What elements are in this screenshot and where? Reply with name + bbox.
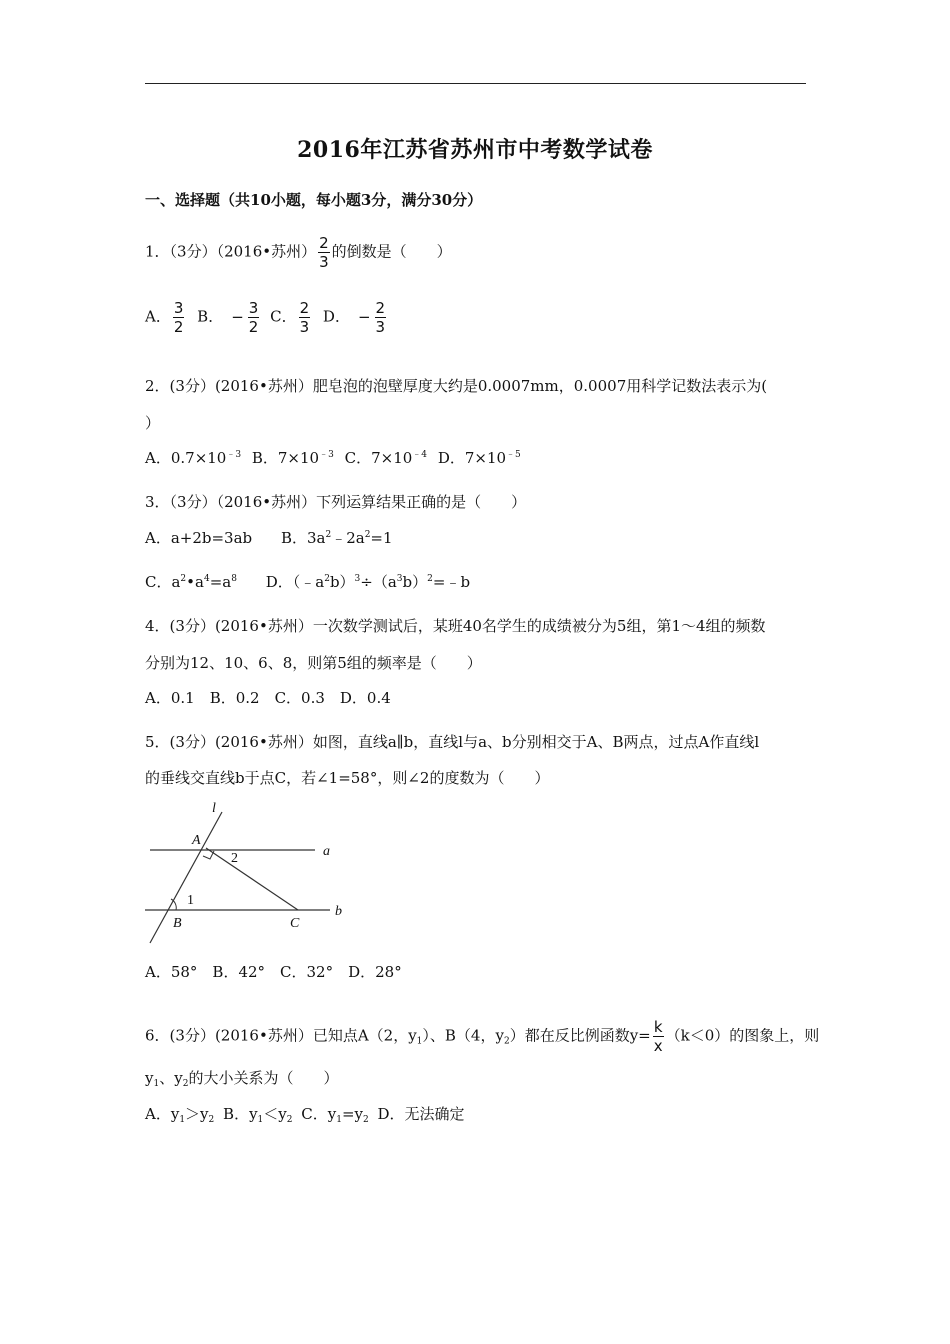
q3-d-exp4: 2 [427, 574, 433, 584]
q6-part1: 6．(3分）(2016•苏州）已知点A（2，y [145, 1026, 417, 1045]
q3-d-part2: b） [329, 573, 355, 591]
q3-option-c: C．a [145, 573, 181, 591]
q6-fraction [653, 1018, 664, 1055]
q3-d-part4: b） [402, 573, 428, 591]
question-3-options-cd [145, 572, 470, 592]
q6-part2: ）、B（4，y [422, 1026, 504, 1045]
question-5-options: A．58° B．42° C．32° D．28° [145, 963, 402, 981]
q2-option-d: D．7×10 [437, 449, 507, 467]
q3-b-part3: =1 [370, 529, 393, 547]
q6-l2-sub1: 1 [153, 1079, 160, 1089]
q1-d-den: 3 [375, 318, 386, 336]
q1-option-c-fraction [299, 299, 311, 336]
question-6-line-1 [145, 1018, 819, 1055]
section-heading: 一、选择题（共10小题，每小题3分，满分30分） [145, 191, 483, 209]
label-l: l [212, 801, 216, 816]
perpendicular-line [206, 848, 298, 910]
label-a: a [323, 844, 330, 859]
q3-d-exp1: 2 [324, 574, 330, 584]
q3-c-exp2: 4 [203, 574, 210, 584]
label-2: 2 [231, 851, 238, 866]
q6-c-sub2: 2 [363, 1115, 369, 1125]
label-A: A [192, 833, 201, 848]
question-1-options [145, 299, 388, 336]
q1-b-den: 2 [248, 318, 259, 336]
q6-option-b: B．y [223, 1105, 258, 1123]
q3-c-exp1: 2 [180, 574, 187, 584]
question-6-options [145, 1104, 465, 1124]
q3-c-exp3: 8 [231, 574, 237, 584]
q3-c-part3: =a [209, 573, 232, 591]
q2-b-exp: ﹣3 [319, 450, 334, 460]
q6-c-part2: =y [341, 1105, 364, 1123]
q6-option-c: C．y [301, 1105, 337, 1123]
question-4-line-2: 分别为12、10、6、8，则第5组的频率是（ ） [145, 654, 482, 672]
q6-option-a: A．y [145, 1105, 180, 1123]
q1-frac-num: 2 [319, 234, 329, 252]
q6-l2-mid: 、y [159, 1069, 183, 1087]
page-title: 2016年江苏省苏州市中考数学试卷 [297, 137, 653, 163]
q1-a-den: 2 [173, 318, 184, 336]
q1-prefix: 1．（3分）（2016•苏州） [145, 242, 317, 261]
line-l [150, 812, 222, 943]
q6-sub1: 1 [416, 1036, 423, 1047]
header-rule [145, 83, 806, 84]
q6-a-sub2: 2 [208, 1115, 215, 1125]
q6-l2-post: 的大小关系为（ ） [188, 1069, 339, 1087]
q3-option-a: A．a+2b=3ab [145, 529, 253, 547]
question-3-options-ab [145, 528, 393, 548]
q6-option-d: D．无法确定 [377, 1105, 465, 1123]
q6-l2-sub2: 2 [182, 1079, 189, 1089]
q6-frac-den: x [653, 1037, 663, 1055]
q6-frac-num: k [653, 1018, 663, 1036]
question-4-options: A．0.1 B．0.2 C．0.3 D．0.4 [145, 689, 391, 707]
q2-option-c: C．7×10 [344, 449, 413, 467]
q1-c-num: 2 [299, 299, 310, 317]
q1-fraction [318, 234, 330, 271]
q3-b-exp1: 2 [325, 530, 332, 540]
question-5-line-1: 5．(3分）(2016•苏州）如图，直线a∥b，直线l与a、b分别相交于A、B两点，过点A作直线l [145, 733, 760, 751]
q6-a-sub1: 1 [179, 1115, 186, 1125]
q6-part4: （k＜0）的图象上，则 [665, 1026, 820, 1045]
q1-option-c-label: C． [270, 307, 297, 326]
q1-b-sign: − [231, 307, 244, 326]
q1-d-sign: − [357, 307, 371, 326]
q1-option-a-label: A． [145, 307, 171, 326]
parallel-lines-figure [140, 800, 350, 950]
question-2-line-1: 2．(3分）(2016•苏州）肥皂泡的泡壁厚度大约是0.0007mm，0.0007用科学记数法表示为( [145, 377, 768, 395]
q2-option-a: A．0.7×10 [145, 449, 227, 467]
label-C: C [290, 916, 300, 931]
question-1-stem [145, 234, 452, 271]
q3-option-d: D．（﹣a [265, 573, 325, 591]
question-5-line-2: 的垂线交直线b于点C，若∠1=58°，则∠2的度数为（ ） [145, 769, 550, 787]
question-4-line-1: 4．(3分）(2016•苏州）一次数学测试后，某班40名学生的成绩被分为5组，第1～4组的频数 [145, 617, 766, 635]
q2-a-exp: ﹣3 [226, 450, 242, 460]
q1-option-b-label: B． [197, 307, 224, 326]
q1-b-num: 3 [248, 299, 259, 317]
q1-option-d-fraction [375, 299, 387, 336]
q1-option-b-fraction [248, 299, 260, 336]
q3-b-exp2: 2 [364, 530, 371, 540]
label-b: b [335, 904, 342, 919]
q6-c-sub1: 1 [336, 1115, 342, 1125]
q6-part3: ）都在反比例函数y= [509, 1026, 651, 1045]
q3-d-part3: ÷（a [360, 573, 397, 591]
q3-d-exp2: 3 [354, 574, 361, 584]
q3-b-part2: ﹣2a [331, 529, 365, 547]
label-B: B [173, 916, 182, 931]
q6-l2-y1: y [145, 1069, 154, 1087]
q2-c-exp: ﹣4 [412, 450, 428, 460]
q3-d-part5: =﹣b [432, 573, 471, 591]
q6-b-sub2: 2 [286, 1115, 293, 1125]
q1-suffix: 的倒数是（ ） [331, 242, 452, 261]
q2-d-exp: ﹣5 [506, 450, 521, 460]
question-2-options [145, 448, 521, 468]
q6-sub2: 2 [503, 1036, 510, 1047]
label-1: 1 [187, 893, 194, 908]
question-2-line-2: ） [145, 414, 161, 432]
question-6-line-2 [145, 1068, 338, 1088]
q3-c-part2: •a [186, 573, 204, 591]
q1-option-a-fraction [173, 299, 185, 336]
q1-c-den: 3 [299, 318, 310, 336]
question-3-stem: 3．（3分）（2016•苏州）下列运算结果正确的是（ ） [145, 493, 527, 511]
q1-option-d-label: D． [322, 307, 350, 326]
q1-frac-den: 3 [319, 253, 329, 271]
q3-d-exp3: 3 [396, 574, 403, 584]
q1-d-num: 2 [375, 299, 386, 317]
q2-option-b: B．7×10 [251, 449, 320, 467]
q6-a-part2: ＞y [185, 1105, 209, 1123]
q3-option-b: B．3a [280, 529, 326, 547]
q1-a-num: 3 [173, 299, 184, 317]
q6-b-sub1: 1 [257, 1115, 264, 1125]
q6-b-part2: ＜y [263, 1105, 287, 1123]
